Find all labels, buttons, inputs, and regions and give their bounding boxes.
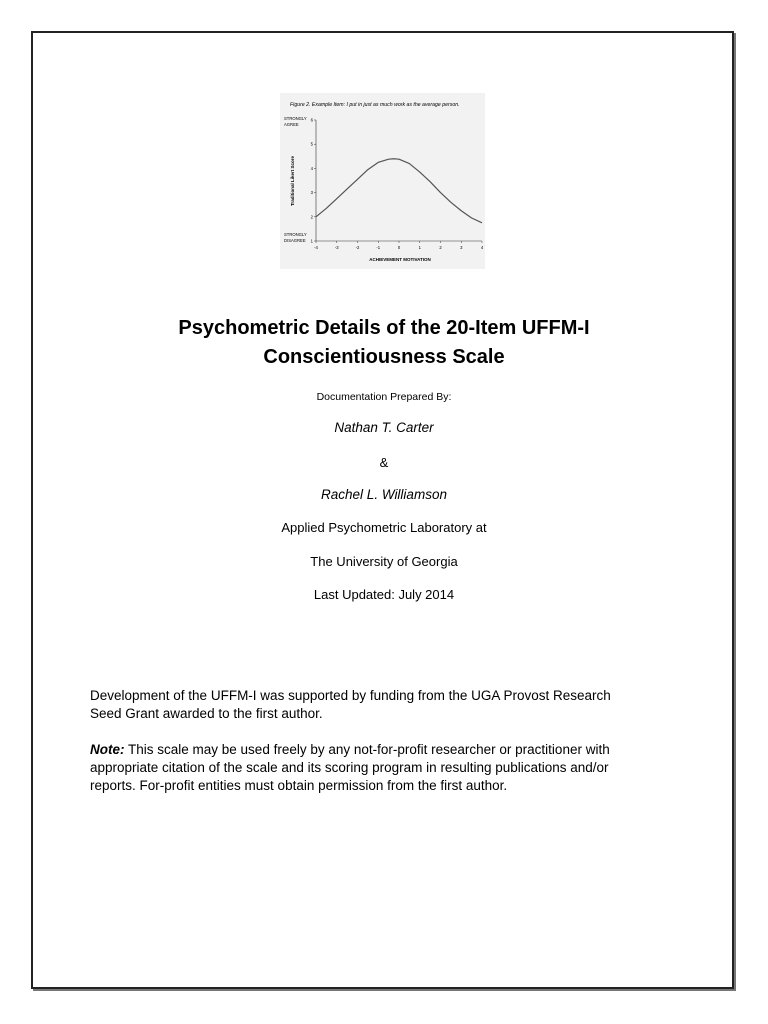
note-line-2: appropriate citation of the scale and its scoring program in resulting publications and/or (90, 760, 609, 775)
y-axis-label: Traditional Likert Score (290, 155, 295, 207)
x-tick-label: 1 (418, 245, 421, 250)
y-tick-label: 6 (310, 117, 313, 123)
funding-paragraph (90, 687, 690, 723)
funding-line-2: Seed Grant awarded to the first author. (90, 706, 323, 721)
y-tick-label: 5 (310, 141, 313, 147)
title-line-1: Psychometric Details of the 20-Item UFFM-I (178, 317, 590, 339)
y-anchor-top-label: STRONGLY AGREE (284, 116, 307, 127)
y-tick-label: 4 (310, 165, 313, 171)
x-axis-label: ACHIEVEMENT MOTIVATION (369, 257, 431, 262)
affiliation-line-2: The University of Georgia (310, 554, 458, 569)
note-line-3: reports. For-profit entities must obtain permission from the first author. (90, 778, 508, 793)
x-tick-label: 4 (480, 245, 484, 250)
last-updated: Last Updated: July 2014 (313, 587, 455, 602)
affiliation-line-1: Applied Psychometric Laboratory at (281, 520, 487, 535)
note-line-1: This scale may be used freely by any not-for-profit researcher or practitioner with (124, 742, 610, 757)
x-tick-label: -2 (355, 245, 360, 250)
x-tick-label: 0 (397, 245, 401, 250)
title-line-2: Conscientiousness Scale (263, 346, 505, 368)
item-response-chart (280, 93, 485, 269)
note-label: Note: (90, 742, 125, 757)
figure-caption: Figure 2. Example Item: I put in just as much work as the average person. (290, 102, 460, 108)
author-2: Rachel L. Williamson (321, 487, 447, 502)
note-paragraph (90, 741, 690, 795)
x-tick-label: 2 (439, 245, 442, 250)
prepared-by-label: Documentation Prepared By: (316, 391, 452, 403)
x-tick-label: -3 (334, 245, 339, 250)
ampersand: & (379, 455, 389, 470)
series-line-item-response (316, 159, 482, 223)
x-tick-label: -4 (314, 245, 318, 250)
y-tick-label: 3 (310, 190, 313, 196)
funding-line-1: Development of the UFFM-I was supported by funding from the UGA Provost Research (90, 688, 611, 703)
example-item-figure (280, 93, 485, 269)
y-tick-label: 1 (310, 238, 313, 244)
page-title (0, 314, 768, 372)
x-tick-label: 3 (460, 245, 463, 250)
author-1: Nathan T. Carter (334, 420, 434, 435)
y-tick-label: 2 (310, 214, 313, 220)
y-anchor-bottom-label: STRONGLY DISAGREE (284, 232, 307, 243)
x-tick-label: -1 (376, 245, 381, 250)
